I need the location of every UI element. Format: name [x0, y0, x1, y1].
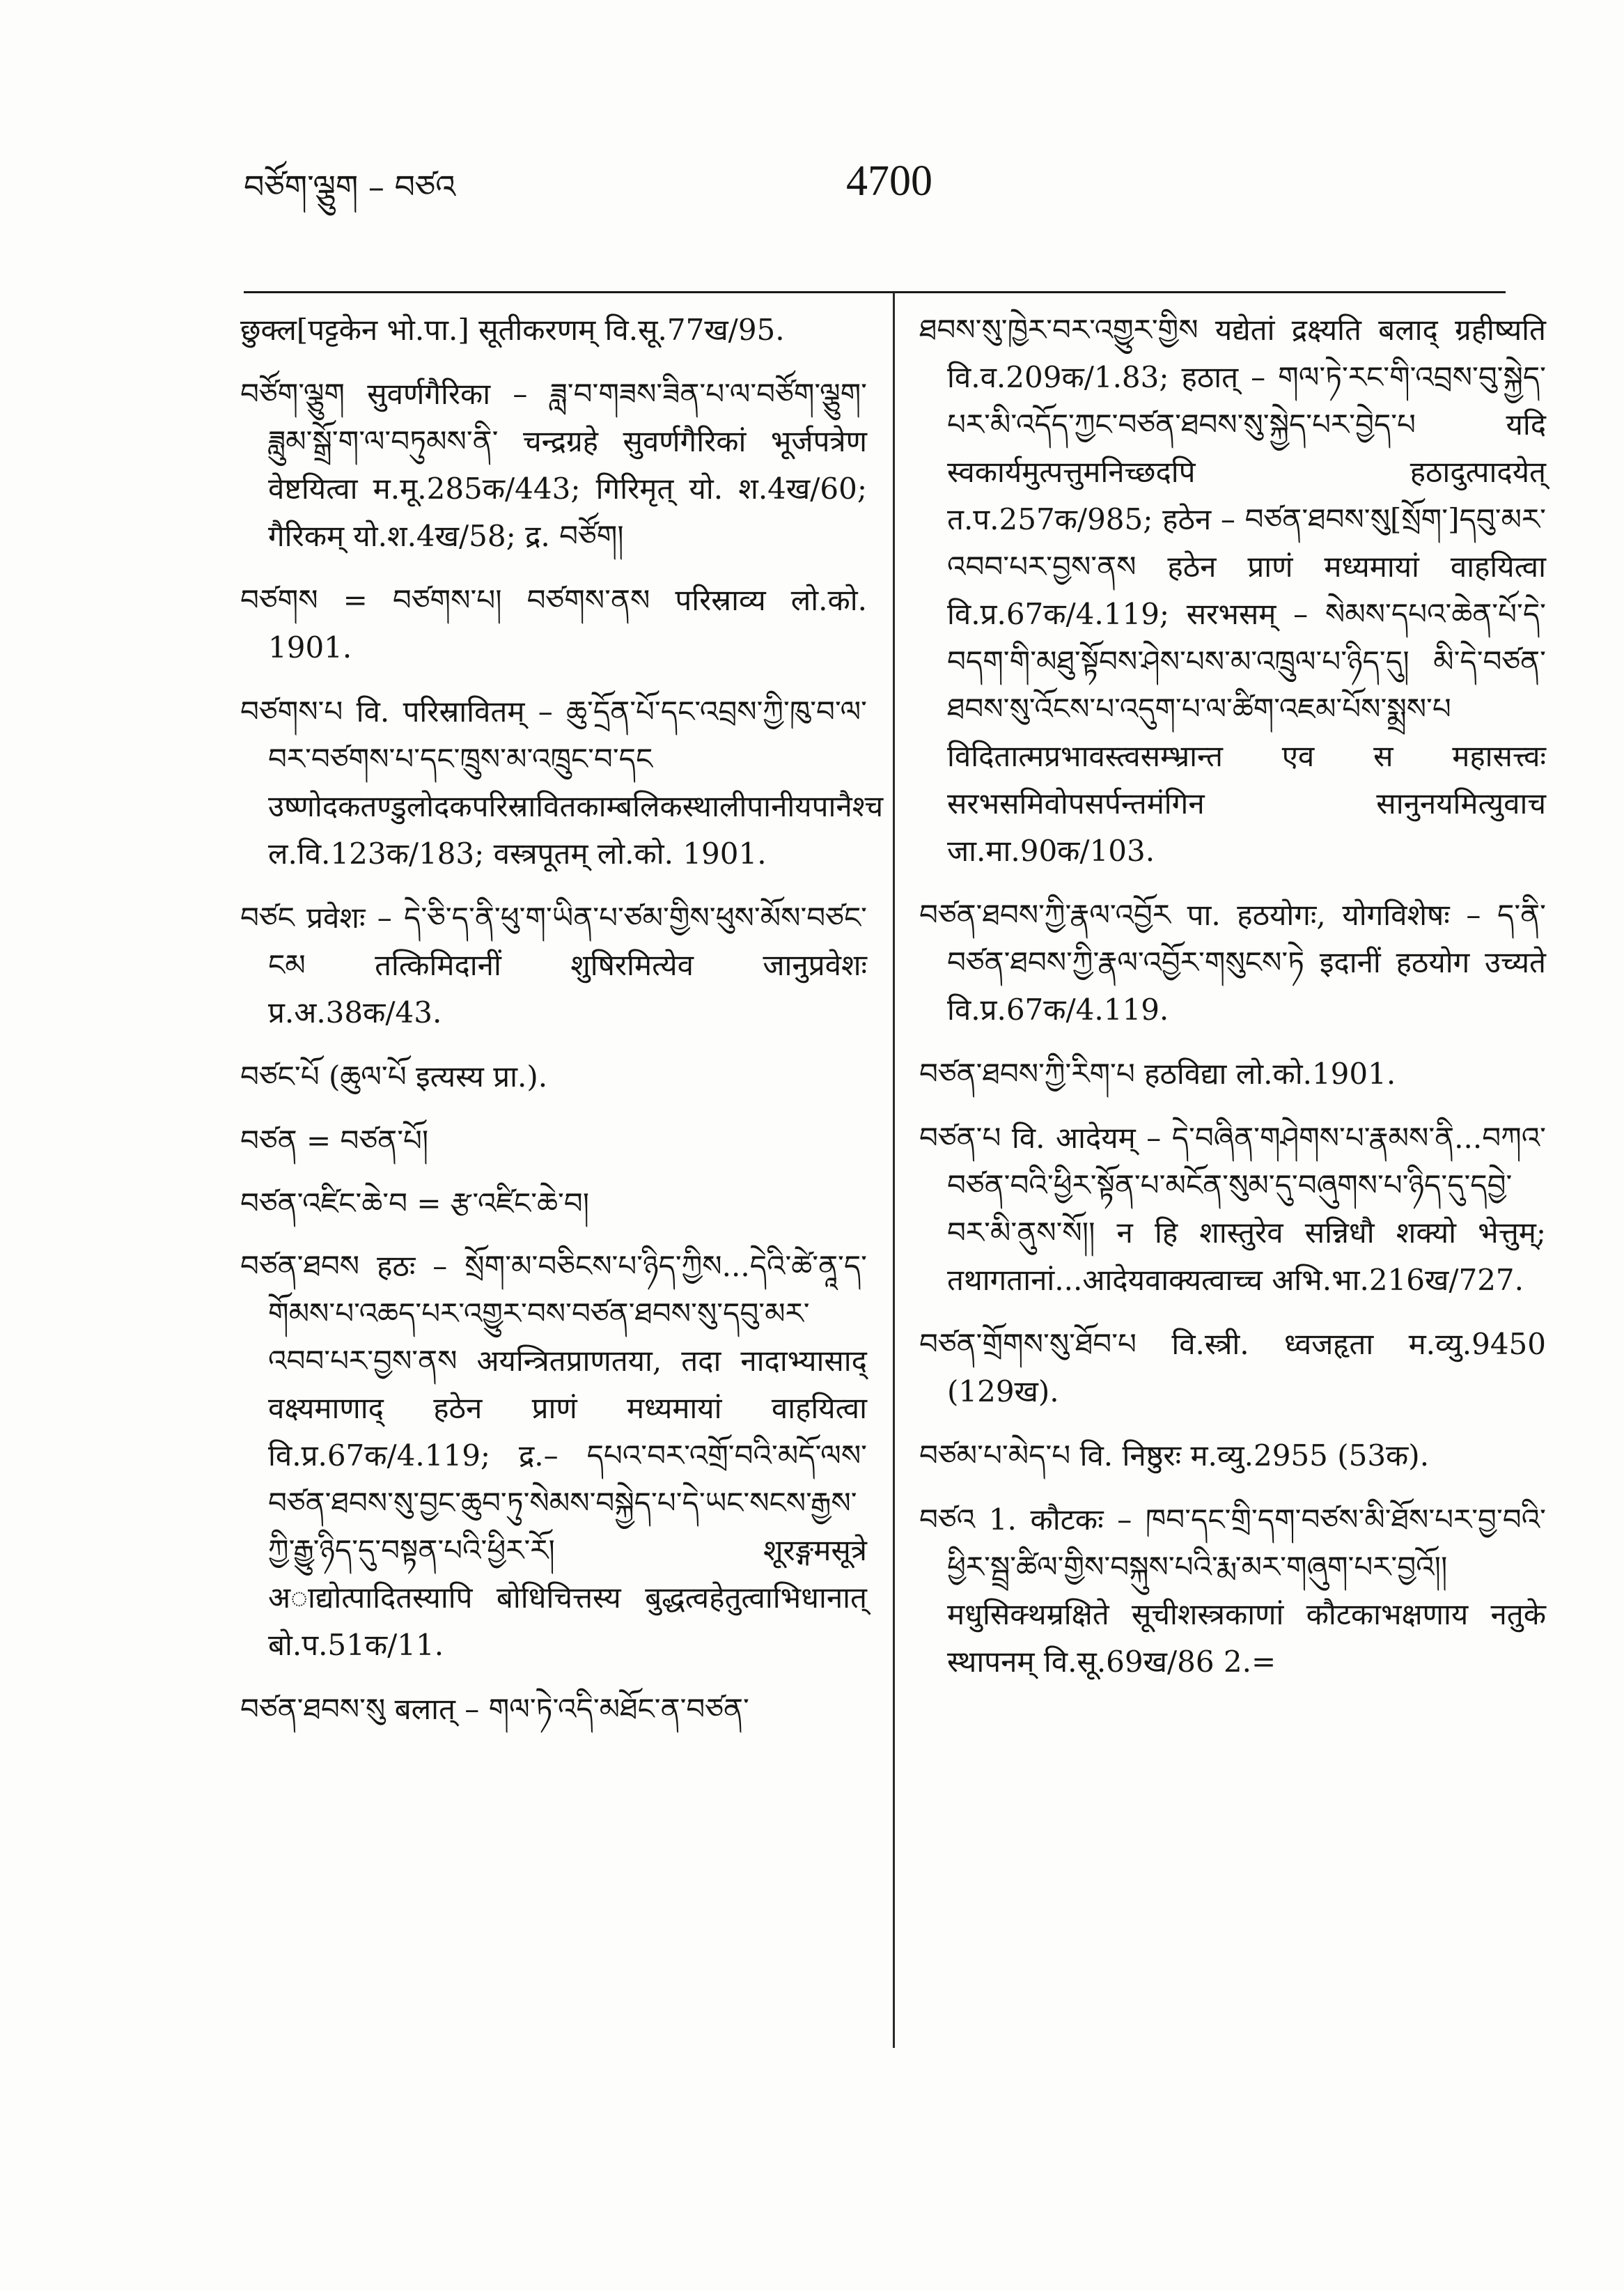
- entry-btsags: བཙགས = བཙགས་པ། བཙགས་ནས परिस्राव्य लो.को. 1901.: [240, 583, 867, 665]
- entry-hathayoga: བཙན་ཐབས་ཀྱི་རྣལ་འབྱོར पा. हठयोगः, योगविशेषः – ད་ནི་བཙན་ཐབས་ཀྱི་རྣལ་འབྱོར་གསུངས་ཏེ इदानीं हठयोग उच्यते वि.प्र.67क/4.119.: [919, 898, 1546, 1027]
- right-column: [919, 306, 1546, 1702]
- entry-nisthura: བཙམ་པ་མེད་པ वि. निष्ठुरः म.व्यु.2955 (53क).: [919, 1438, 1430, 1473]
- entry-continuation: छुक्ल[पट्टकेन भो.पा.] सूतीकरणम् वि.सू.77ख/95.: [240, 313, 785, 347]
- entry-btsan-dzing: བཙན་འཛིང་ཆེ་བ = རྩ་འཛིང་ཆེ་བ།: [240, 1186, 590, 1220]
- entry-hathavidya: བཙན་ཐབས་ཀྱི་རིག་པ हठविद्या लो.को.1901.: [919, 1057, 1396, 1091]
- entry-btsags-pa: བཙགས་པ वि. परिस्रावितम् – ཆུ་དྲོན་པོ་དང་འབྲས་ཀྱི་ཁུ་བ་ལ་བར་བཙགས་པ་དང་ཁྲུས་མ་འཁྲུང་བ་དང उष्णोदकतण्डुलोदकपरिस्रावितकाम्बलिकस्थालीपानीयपानैश्च ल.वि.123क/183; वस्त्रपूतम् लो.को. 1901.: [240, 694, 884, 871]
- entry-btsog-lcug: བཙོག་ལྕུག सुवर्णगैरिका – ཟླ་བ་གཟས་ཟིན་པ་ལ་བཙོག་ལྕུག་ཟླུམ་སྒྲོ་ག་ལ་བཏུམས་ནི་ चन्द्रग्रहे सुवर्णगैरिकां भूर्जपत्रेण वेष्टयित्वा म.मू.285क/443; गिरिमृत् यो. श.4ख/60; गैरिकम् यो.श.4ख/58; द्र. བཙོག།: [240, 377, 867, 553]
- entry-btsang: བཙང प्रवेशः – དེ་ཅི་ད་ནི་ཕུ་ག་ཡིན་པ་ཙམ་གྱིས་ཕུས་མོས་བཙང་ངམ तत्किमिदानीं शुषिरमित्येव जानुप्रवेशः प्र.अ.38क/43.: [240, 901, 867, 1030]
- page-number: 4700: [846, 157, 932, 205]
- entry-continuation-right: ཐབས་སུ་ཁྱེར་བར་འགྱུར་གྱིས यद्येतां द्रक्ष्यति बलाद् ग्रहीष्यति वि.व.209क/1.83; हठात् – གལ་ཏེ་རང་གི་འབྲས་བུ་སྐྱེད་པར་མི་འདོད་ཀྱང་བཙན་ཐབས་སུ་སྐྱེད་པར་བྱེད་པ यदि स्वकार्यमुत्पत्तुमनिच्छदपि हठादुत्पादयेत् त.प.257क/985; हठेन – བཙན་ཐབས་སུ[སྲོག་]དབུ་མར་འབབ་པར་བྱས་ནས हठेन प्राणं मध्यमायां वाहयित्वा वि.प्र.67क/4.119; सरभसम् – སེམས་དཔའ་ཆེན་པོ་དེ་བདག་གི་མཐུ་སྟོབས་ཤེས་པས་མ་འཁྲུལ་པ་ཉིད་དུ། མི་དེ་བཙན་ཐབས་སུ་འོངས་པ་འདུག་པ་ལ་ཚིག་འཇམ་པོས་སྨྲས་པ विदितात्मप्रभावस्त्वसम्भ्रान्त एव स महासत्त्वः सरभसमिवोपसर्पन्तमंगिन सानुनयमित्युवाच जा.मा.90क/103.: [919, 313, 1546, 868]
- running-head: བཙོག་ལྕུག – བཙའ: [244, 168, 456, 205]
- entry-btsa: བཙའ 1. कौटकः – ཁབ་དང་གྲི་དག་བཙས་མི་ཐོས་པར་བྱ་བའི་ཕྱིར་སྦྲ་ཚིལ་གྱིས་བསྐུས་པའི་རྨ་མར་གཞུག་པར་བྱའོ།། मधुसिक्थम्रक्षिते सूचीशस्त्रकाणां कौटकाभक्षणाय नतुके स्थापनम् वि.सू.69ख/86 2.=: [919, 1502, 1546, 1679]
- entry-btsan-pa: བཙན་པ वि. आदेयम् – དེ་བཞིན་གཤེགས་པ་རྣམས་ནི...བཀའ་བཙན་བའི་ཕྱིར་སྟོན་པ་མངོན་སུམ་དུ་བཞུགས་པ་ཉིད་དུ་དབྱེ་བར་མི་ནུས་སོ།། न हि शास्तुरेव सन्निधौ शक्यो भेत्तुम्; तथागतानां...आदेयवाक्यत्वाच्च अभि.भा.216ख/727.: [919, 1121, 1546, 1297]
- entry-btsan-thabs-su: བཙན་ཐབས་སུ बलात् – གལ་ཏེ་འདི་མཐོང་ན་བཙན་: [240, 1692, 749, 1726]
- entry-btsan: བཙན = བཙན་པོ།: [240, 1124, 429, 1158]
- header-rule: [244, 291, 1506, 293]
- left-column: [240, 306, 884, 1750]
- entry-btsang-po: བཙང་པོ (ཆུལ་པོ इत्यस्य प्रा.).: [240, 1059, 548, 1094]
- entry-dhvajahrta: བཙན་གྲོགས་སུ་ཐོབ་པ वि.स्त्री. ध्वजहृता म.व्यु.9450 (129ख).: [919, 1327, 1546, 1408]
- column-divider: [893, 293, 895, 2048]
- entry-btsan-thabs: བཙན་ཐབས हठः – སྲོག་མ་བཅིངས་པ་ཉིད་ཀྱིས...དེའི་ཚེ་ནཱ་ད་གོམས་པ་འཆད་པར་འགྱུར་བས་བཙན་ཐབས་སུ་དབུ་མར་འབབ་པར་བྱས་ནས अयन्त्रितप्राणतया, तदा नादाभ्यासाद् वक्ष्यमाणाद् हठेन प्राणं मध्यमायां वाहयित्वा वि.प्र.67क/4.119; द्र.– དཔའ་བར་འགྲོ་བའི་མདོ་ལས་བཙན་ཐབས་སུ་བྱང་ཆུབ་ཏུ་སེམས་བསྐྱེད་པ་དེ་ཡང་སངས་རྒྱས་ཀྱི་རྒྱུ་ཉིད་དུ་བསྟན་པའི་ཕྱིར་རོ། शूरङ्गमसूत्रे अाद्योत्पादितस्यापि बोधिचित्तस्य बुद्धत्वहेतुत्वाभिधानात् बो.प.51क/11.: [240, 1249, 867, 1662]
